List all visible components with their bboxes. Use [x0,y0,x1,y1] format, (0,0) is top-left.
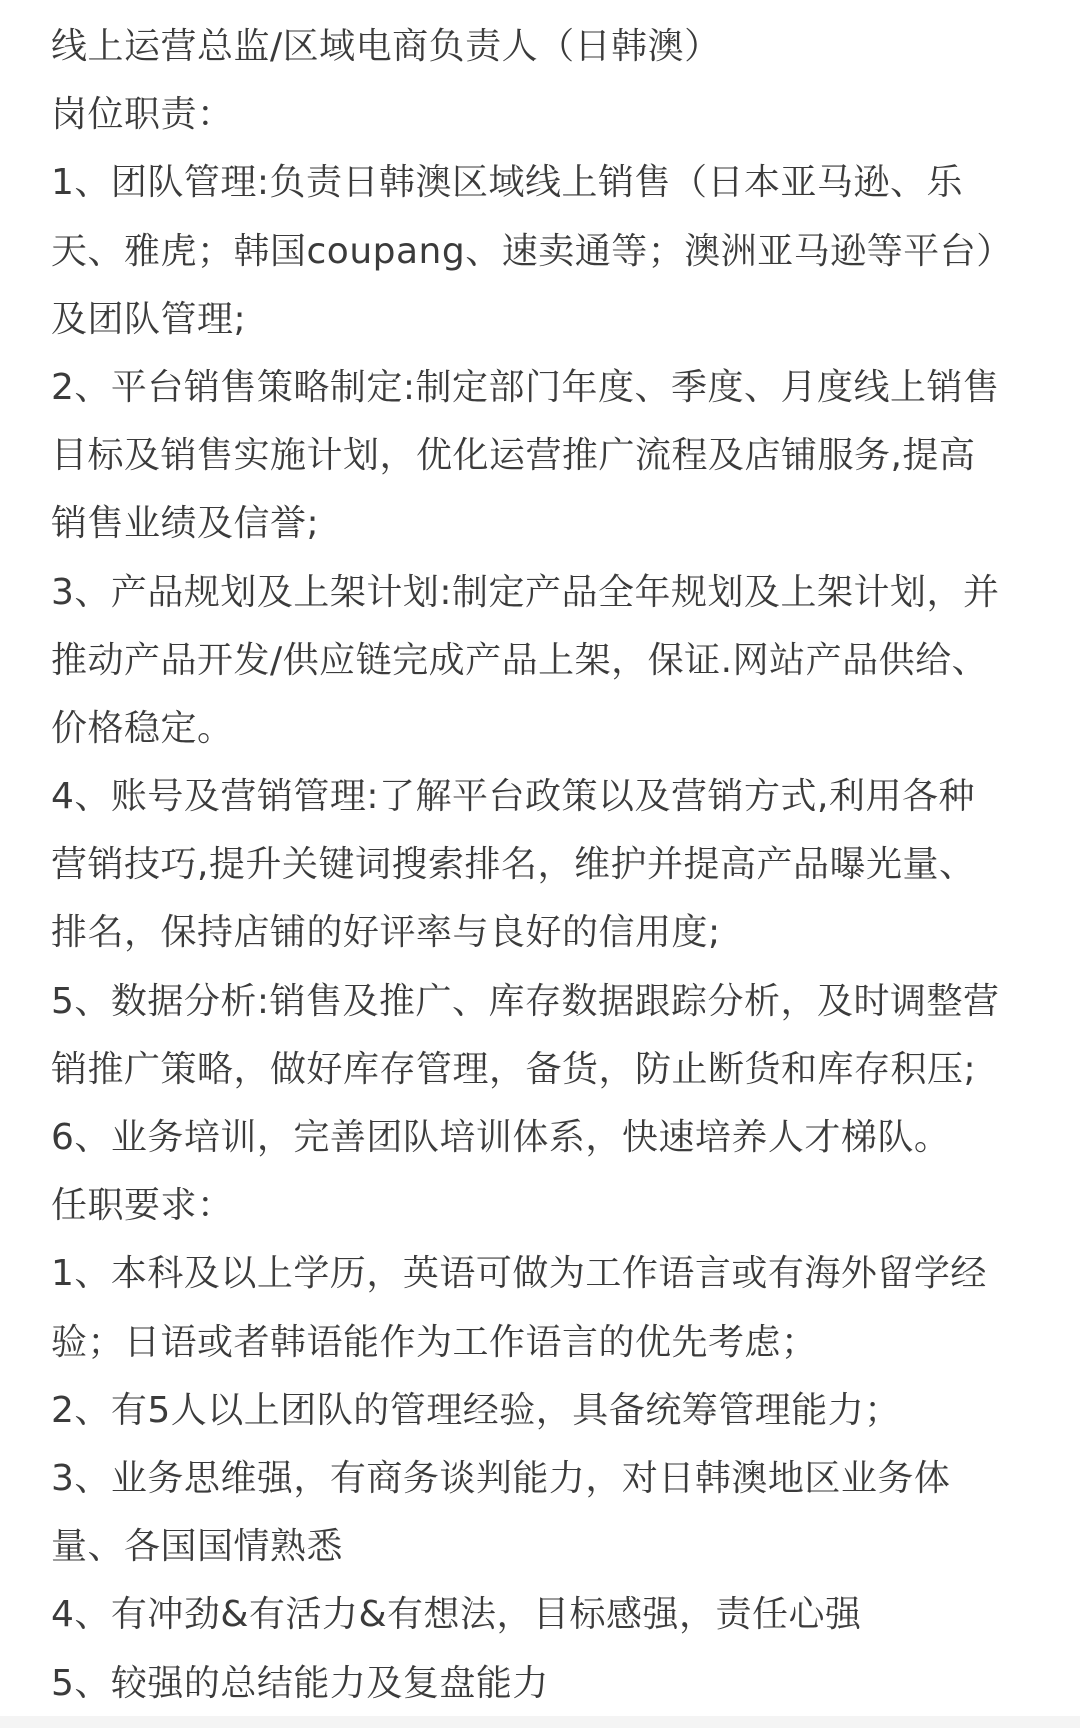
responsibility-2-line-2: 目标及销售实施计划，优化运营推广流程及店铺服务,提高 [51,435,976,477]
responsibility-3-line-1: 3、产品规划及上架计划:制定产品全年规划及上架计划，并 [51,571,1000,613]
responsibility-5-line-1: 5、数据分析:销售及推广、库存数据跟踪分析，及时调整营 [51,980,1000,1022]
responsibility-4-line-3: 排名，保持店铺的好评率与良好的信用度; [51,912,721,954]
section-heading-requirements: 任职要求： [51,1185,234,1227]
responsibility-4-line-1: 4、账号及营销管理:了解平台政策以及营销方式,利用各种 [51,776,975,818]
responsibility-2-line-3: 销售业绩及信誉; [51,503,320,545]
responsibility-1-line-3: 及团队管理; [51,298,247,340]
responsibility-6-line-1: 6、业务培训，完善团队培训体系，快速培养人才梯队。 [51,1117,951,1158]
responsibility-1-line-1: 1、团队管理:负责日韩澳区域线上销售（日本亚马逊、乐 [51,162,964,204]
section-heading-responsibilities: 岗位职责： [51,94,234,136]
requirement-1-line-1: 1、本科及以上学历，英语可做为工作语言或有海外留学经 [51,1253,987,1295]
requirement-3-line-2: 量、各国国情熟悉 [51,1526,344,1568]
responsibility-5-line-2: 销推广策略，做好库存管理，备货，防止断货和库存积压; [51,1048,977,1090]
responsibility-3-line-2: 推动产品开发/供应链完成产品上架，保证.网站产品供给、 [51,639,989,681]
requirement-3-line-1: 3、业务思维强，有商务谈判能力，对日韩澳地区业务体 [51,1457,951,1499]
responsibility-4-line-2: 营销技巧,提升关键词搜索排名，维护并提高产品曝光量、 [51,844,976,886]
responsibility-2-line-1: 2、平台销售策略制定:制定部门年度、季度、月度线上销售 [51,366,1000,408]
requirement-1-line-2: 验；日语或者韩语能作为工作语言的优先考虑； [51,1321,818,1363]
job-title: 线上运营总监/区域电商负责人（日韩澳） [51,26,721,67]
requirement-5-line-1: 5、较强的总结能力及复盘能力 [51,1662,549,1704]
responsibility-1-line-2: 天、雅虎；韩国coupang、速卖通等；澳洲亚马逊等平台） [51,230,1013,272]
requirement-2-line-1: 2、有5人以上团队的管理经验，具备统筹管理能力； [51,1389,901,1431]
requirement-4-line-1: 4、有冲劲&有活力&有想法，目标感强，责任心强 [51,1594,862,1636]
job-description-text [51,13,1051,1718]
responsibility-3-line-3: 价格稳定。 [51,707,234,749]
